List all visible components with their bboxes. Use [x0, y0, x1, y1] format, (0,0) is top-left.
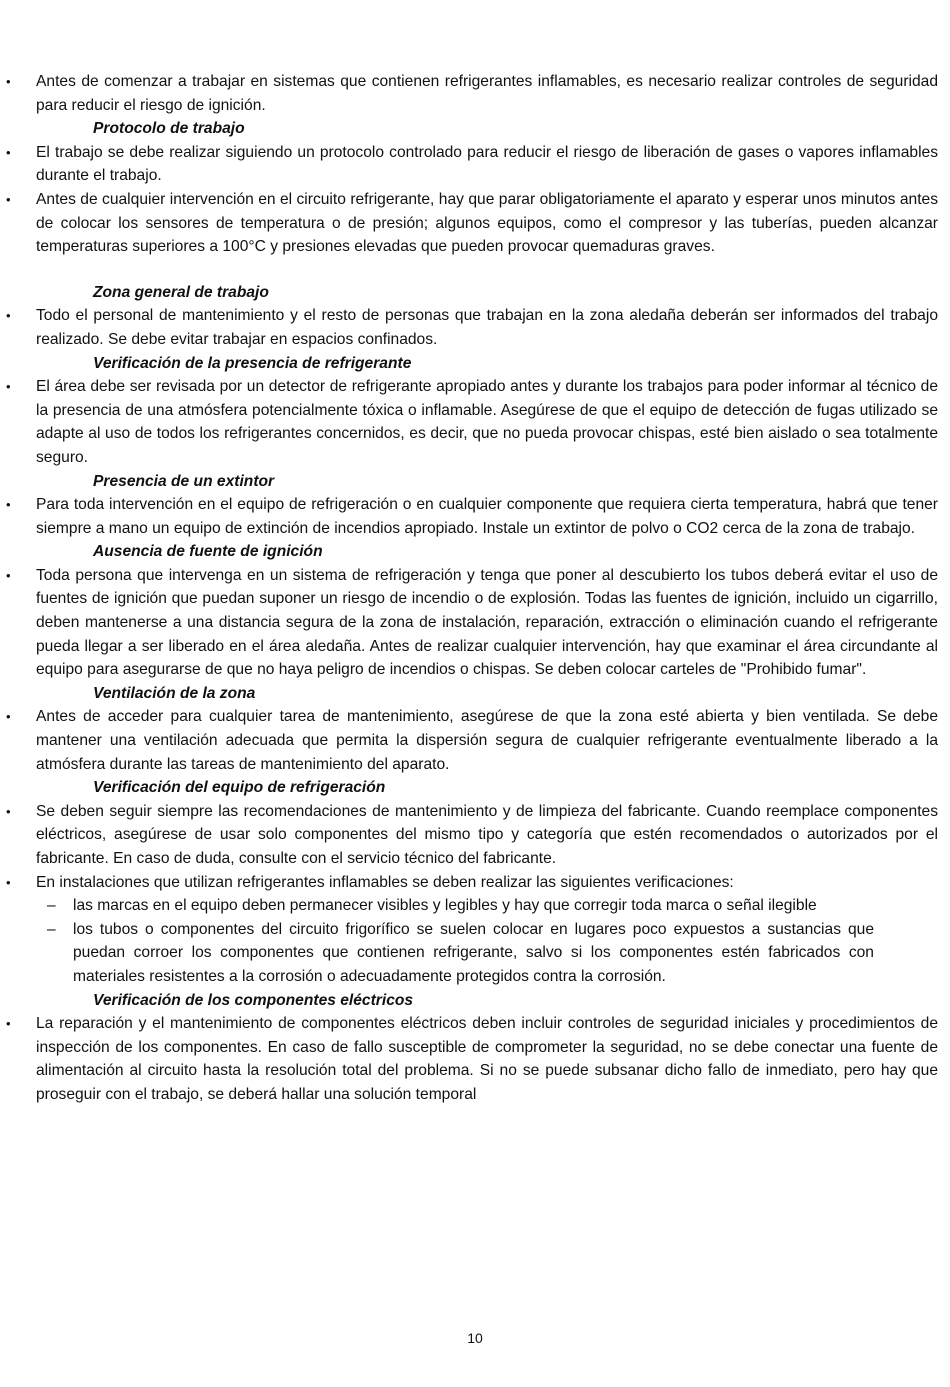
bullet-icon: •	[6, 379, 11, 395]
bullet-icon: •	[6, 803, 11, 819]
paragraph-manufacturer: • Se deben seguir siempre las recomendaciones de mantenimiento y de limpieza del fabricante. Cuando reemplace componentes eléctricos, asegúrese de usar solo componentes del mismo tipo y categoría que estén recomendados o autorizados por el fabricante. En caso de duda, consulte con el servicio técnico del fabricante.	[36, 800, 938, 871]
paragraph-ventilation: • Antes de acceder para cualquier tarea de mantenimiento, asegúrese de que la zona esté abierta y bien ventilada. Se debe mantener una ventilación adecuada que permita la dispersión segura de cualquier refrigerante eventualmente liberado a la atmósfera durante las tareas de mantenimiento del aparato.	[36, 705, 938, 776]
bullet-icon: •	[6, 191, 11, 207]
paragraph-ignition-sources: • Toda persona que intervenga en un sistema de refrigeración y tenga que poner al descubierto los tubos deberá evitar el uso de fuentes de ignición que puedan suponer un riesgo de incendio o de explosión. Todas las fuentes de ignición, incluido un cigarrillo, deben mantenerse a una distancia segura de la zona de instalación, reparación, extracción o eliminación cuando el refrigerante pueda llegar a ser liberado en el área aledaña. Antes de realizar cualquier intervención, hay que examinar el área circundante al equipo para asegurarse de que no haya peligro de incendios o chispas. Se deben colocar carteles de "Prohibido fumar".	[36, 564, 938, 682]
subitem-corrosion: – los tubos o componentes del circuito frigorífico se suelen colocar en lugares poco expuestos a sustancias que puedan corroer los componentes que contienen refrigerante, salvo si los componentes estén fabricados con materiales resistentes a la corrosión o adecuadamente protegidos contra la corrosión.	[73, 918, 874, 989]
subitem-markings: – las marcas en el equipo deben permanecer visibles y legibles y hay que corregir toda marca o señal ilegible	[73, 894, 874, 918]
bullet-icon: •	[6, 874, 11, 890]
heading-protocolo: Protocolo de trabajo	[93, 120, 245, 138]
paragraph-extinguisher: • Para toda intervención en el equipo de refrigeración o en cualquier componente que requiera cierta temperatura, habrá que tener siempre a mano un equipo de extinción de incendios apropiado. Instale un extintor de polvo o CO2 cerca de la zona de trabajo.	[36, 493, 938, 540]
heading-componentes-electricos: Verificación de los componentes eléctricos	[93, 991, 414, 1009]
paragraph-stop-device: • Antes de cualquier intervención en el circuito refrigerante, hay que parar obligatoriamente el aparato y esperar unos minutos antes de colocar los sensores de temperatura o de presión; algunos equipos, como el compresor y las tuberías, pueden alcanzar temperaturas superiores a 100°C y presiones elevadas que pueden provocar quemaduras graves.	[36, 188, 938, 259]
paragraph-protocol: • El trabajo se debe realizar siguiendo un protocolo controlado para reducir el riesgo de liberación de gases o vapores inflamables durante el trabajo.	[36, 141, 938, 188]
page-number: 10	[467, 1330, 483, 1346]
dash-icon: –	[47, 897, 56, 915]
paragraph-personnel: • Todo el personal de mantenimiento y el resto de personas que trabajan en la zona aledaña deberán ser informados del trabajo realizado. Se debe evitar trabajar en espacios confinados.	[36, 304, 938, 351]
paragraph-ignition-checks: • Antes de comenzar a trabajar en sistemas que contienen refrigerantes inflamables, es necesario realizar controles de seguridad para reducir el riesgo de ignición.	[36, 70, 938, 117]
heading-equipo-refrigeracion: Verificación del equipo de refrigeración	[93, 779, 386, 797]
spacer	[36, 259, 938, 281]
bullet-icon: •	[6, 497, 11, 513]
paragraph-verifications: • En instalaciones que utilizan refrigerantes inflamables se deben realizar las siguientes verificaciones:	[36, 871, 938, 895]
bullet-icon: •	[6, 1016, 11, 1032]
paragraph-detector: • El área debe ser revisada por un detector de refrigerante apropiado antes y durante los trabajos para poder informar al técnico de la presencia de una atmósfera potencialmente tóxica o inflamable. Asegúrese de que el equipo de detección de fugas utilizado se adapte al uso de todos los refrigerantes concernidos, es decir, que no pueda provocar chispas, esté bien aislado o sea totalmente seguro.	[36, 375, 938, 469]
paragraph-electrical: • La reparación y el mantenimiento de componentes eléctricos deben incluir controles de seguridad iniciales y procedimientos de inspección de los componentes. En caso de fallo susceptible de comprometer la seguridad, no se debe conectar una fuente de alimentación al circuito hasta la resolución total del problema. Si no se puede subsanar dicho fallo de inmediato, pero hay que proseguir con el trabajo, se deberá hallar una solución temporal	[36, 1012, 938, 1106]
bullet-icon: •	[6, 308, 11, 324]
bullet-icon: •	[6, 74, 11, 89]
heading-ignicion: Ausencia de fuente de ignición	[93, 543, 323, 561]
heading-presencia-refrigerante: Verificación de la presencia de refrigerante	[93, 354, 412, 372]
bullet-icon: •	[6, 144, 11, 160]
bullet-icon: •	[6, 709, 11, 725]
heading-zona-general: Zona general de trabajo	[93, 283, 269, 301]
dash-icon: –	[47, 920, 56, 938]
heading-ventilacion: Ventilación de la zona	[93, 684, 256, 702]
document-body	[6, 70, 938, 1107]
bullet-icon: •	[6, 567, 11, 583]
heading-extintor: Presencia de un extintor	[93, 472, 275, 490]
